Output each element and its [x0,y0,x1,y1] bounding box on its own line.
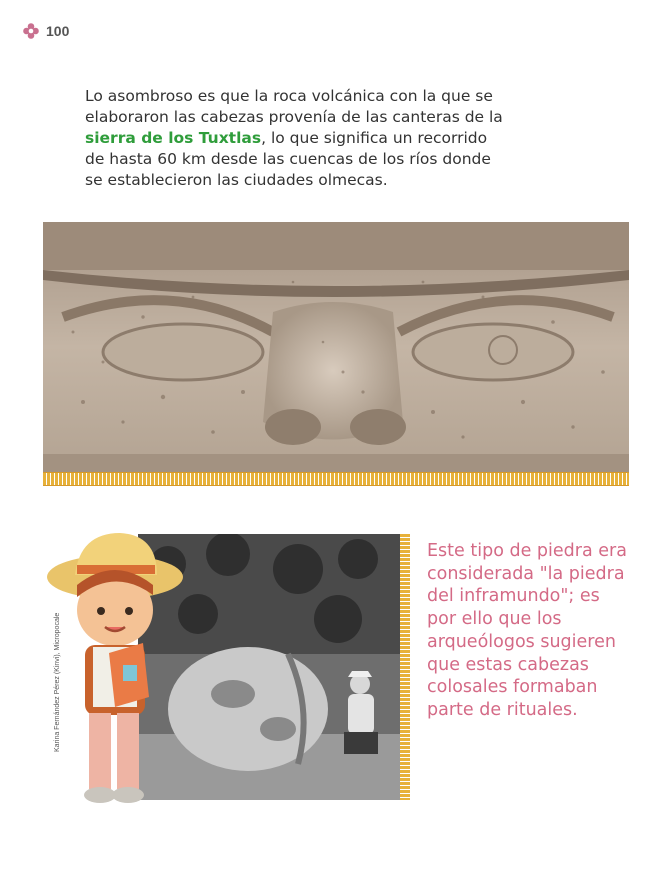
intro-text-after: , lo que significa un recorrido de hasta 60 km desde las cuencas de los ríos donde se establecieron las ciudades olmecas. [85,129,491,189]
decorative-border-vertical [400,534,410,800]
colossal-head-closeup-photo [43,222,629,472]
page-number: 100 [46,23,70,39]
intro-highlight: sierra de los Tuxtlas [85,129,262,147]
page-header [22,22,69,40]
intro-paragraph [85,86,505,191]
flower-icon [22,22,40,40]
intro-text-before: Lo asombroso es que la roca volcánica con la que se elaboraron las cabezas provenía de las canteras de la [85,87,503,126]
side-paragraph: Este tipo de piedra era considerada "la piedra del inframundo"; es por ello que los arqueólogos sugieren que estas cabezas colosales formaban parte de rituales. [427,541,627,720]
child-explorer-illustration [45,525,185,810]
illustration-credit: Karina Fernández Pérez (Kinvi), Micropocale [54,612,61,752]
decorative-border-horizontal [43,472,629,486]
